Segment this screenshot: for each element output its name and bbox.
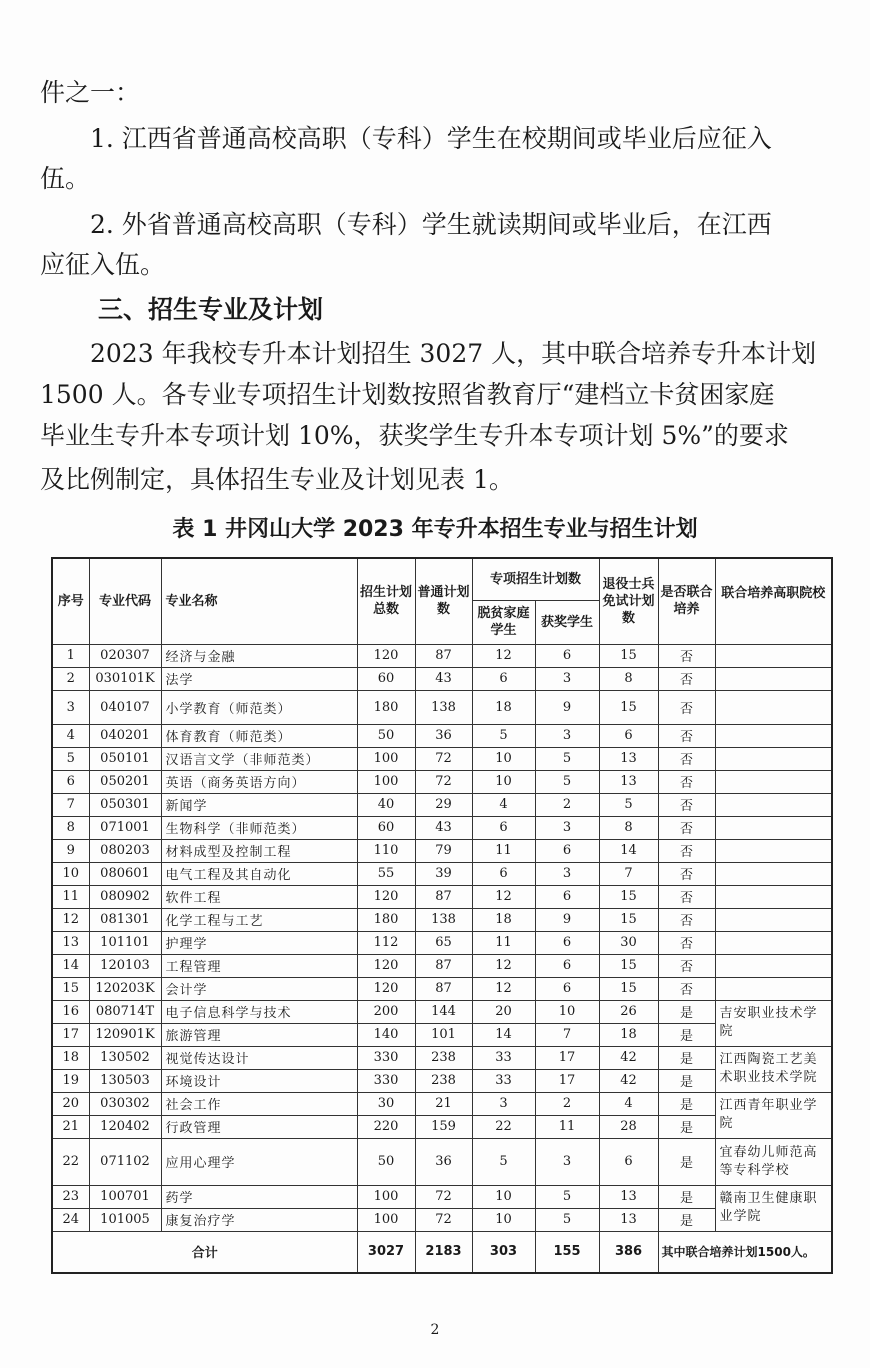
cell-seq: 5: [52, 747, 89, 770]
cell-partner-empty: [715, 747, 832, 770]
cell-total: 100: [357, 747, 415, 770]
cell-code: 030302: [89, 1092, 161, 1115]
total-award: 155: [535, 1231, 599, 1273]
cell-seq: 10: [52, 862, 89, 885]
cell-seq: 6: [52, 770, 89, 793]
cell-seq: 3: [52, 690, 89, 724]
table-row: [52, 1138, 832, 1185]
cell-veteran: 14: [599, 839, 658, 862]
cell-regular: 87: [415, 977, 472, 1000]
cell-seq: 4: [52, 724, 89, 747]
cell-name: 体育教育（师范类）: [161, 724, 357, 747]
cell-poor: 6: [472, 862, 535, 885]
cell-name: 行政管理: [161, 1115, 357, 1138]
body-paragraph-line: 2023 年我校专升本计划招生 3027 人，其中联合培养专升本计划: [40, 339, 817, 368]
cell-total: 60: [357, 667, 415, 690]
cell-poor: 14: [472, 1023, 535, 1046]
cell-joint: 否: [658, 977, 715, 1000]
cell-joint: 否: [658, 862, 715, 885]
cell-code: 071102: [89, 1138, 161, 1185]
cell-regular: 238: [415, 1046, 472, 1069]
cell-poor: 10: [472, 770, 535, 793]
cell-award: 5: [535, 1208, 599, 1231]
cell-award: 6: [535, 644, 599, 667]
cell-veteran: 15: [599, 644, 658, 667]
cell-regular: 87: [415, 954, 472, 977]
cell-joint: 否: [658, 931, 715, 954]
cell-code: 080902: [89, 885, 161, 908]
table-row: [52, 977, 832, 1000]
cell-award: 5: [535, 770, 599, 793]
cell-name: 视觉传达设计: [161, 1046, 357, 1069]
cell-total: 120: [357, 977, 415, 1000]
cell-total: 200: [357, 1000, 415, 1023]
cell-code: 120402: [89, 1115, 161, 1138]
cell-partner-empty: [715, 816, 832, 839]
cell-code: 080203: [89, 839, 161, 862]
cell-partner-empty: [715, 839, 832, 862]
table-row: [52, 1092, 832, 1115]
cell-poor: 11: [472, 839, 535, 862]
cell-total: 100: [357, 770, 415, 793]
total-total: 3027: [357, 1231, 415, 1273]
cell-poor: 22: [472, 1115, 535, 1138]
cell-code: 100701: [89, 1185, 161, 1208]
cell-code: 130502: [89, 1046, 161, 1069]
cell-joint: 否: [658, 839, 715, 862]
cell-code: 081301: [89, 908, 161, 931]
cell-partner-empty: [715, 931, 832, 954]
total-veteran: 386: [599, 1231, 658, 1273]
cell-veteran: 7: [599, 862, 658, 885]
cell-joint: 是: [658, 1115, 715, 1138]
cell-code: 050201: [89, 770, 161, 793]
cell-regular: 87: [415, 644, 472, 667]
cell-total: 50: [357, 724, 415, 747]
cell-regular: 138: [415, 690, 472, 724]
cell-poor: 12: [472, 885, 535, 908]
cell-poor: 4: [472, 793, 535, 816]
cell-veteran: 8: [599, 816, 658, 839]
cell-name: 旅游管理: [161, 1023, 357, 1046]
cell-partner-empty: [715, 885, 832, 908]
cell-code: 050301: [89, 793, 161, 816]
cell-total: 30: [357, 1092, 415, 1115]
cell-seq: 7: [52, 793, 89, 816]
cell-partner-empty: [715, 793, 832, 816]
cell-regular: 36: [415, 724, 472, 747]
cell-regular: 36: [415, 1138, 472, 1185]
cell-award: 6: [535, 885, 599, 908]
table-row: [52, 690, 832, 724]
table-row: [52, 1069, 832, 1092]
header-regular: 普通计划数: [415, 558, 472, 644]
table-row: [52, 1185, 832, 1208]
cell-seq: 11: [52, 885, 89, 908]
cell-code: 080601: [89, 862, 161, 885]
cell-regular: 72: [415, 1185, 472, 1208]
cell-joint: 是: [658, 1092, 715, 1115]
cell-total: 60: [357, 816, 415, 839]
cell-regular: 138: [415, 908, 472, 931]
cell-partner-empty: [715, 667, 832, 690]
cell-joint: 否: [658, 908, 715, 931]
cell-joint: 否: [658, 667, 715, 690]
cell-code: 130503: [89, 1069, 161, 1092]
table-row: [52, 839, 832, 862]
cell-name: 环境设计: [161, 1069, 357, 1092]
cell-veteran: 6: [599, 724, 658, 747]
header-poor: 脱贫家庭学生: [472, 600, 535, 644]
cell-seq: 18: [52, 1046, 89, 1069]
cell-total: 120: [357, 954, 415, 977]
cell-seq: 12: [52, 908, 89, 931]
header-veteran: 退役士兵免试计划数: [599, 558, 658, 644]
table-row: [52, 793, 832, 816]
cell-regular: 72: [415, 747, 472, 770]
cell-award: 6: [535, 839, 599, 862]
cell-partner-empty: [715, 724, 832, 747]
cell-joint: 是: [658, 1000, 715, 1023]
header-code: 专业代码: [89, 558, 161, 644]
cell-veteran: 13: [599, 1208, 658, 1231]
cell-veteran: 28: [599, 1115, 658, 1138]
cell-code: 050101: [89, 747, 161, 770]
table-row: [52, 954, 832, 977]
header-total: 招生计划总数: [357, 558, 415, 644]
cell-award: 10: [535, 1000, 599, 1023]
table-row: [52, 931, 832, 954]
total-regular: 2183: [415, 1231, 472, 1273]
table-row: [52, 1046, 832, 1069]
cell-joint: 否: [658, 690, 715, 724]
paragraph-line: 应征入伍。: [40, 250, 166, 279]
cell-award: 5: [535, 747, 599, 770]
header-seq: 序号: [52, 558, 89, 644]
table-row: [52, 885, 832, 908]
cell-total: 112: [357, 931, 415, 954]
cell-veteran: 26: [599, 1000, 658, 1023]
body-paragraph-line: 1500 人。各专业专项招生计划数按照省教育厅“建档立卡贫困家庭: [40, 380, 775, 409]
cell-total: 330: [357, 1069, 415, 1092]
cell-total: 50: [357, 1138, 415, 1185]
cell-regular: 43: [415, 816, 472, 839]
cell-award: 9: [535, 908, 599, 931]
cell-seq: 19: [52, 1069, 89, 1092]
cell-total: 100: [357, 1208, 415, 1231]
cell-veteran: 15: [599, 954, 658, 977]
body-paragraph-line: 毕业生专升本专项计划 10%，获奖学生专升本专项计划 5%”的要求: [40, 421, 789, 450]
cell-award: 2: [535, 793, 599, 816]
cell-partner: 赣南卫生健康职业学院: [715, 1185, 832, 1231]
cell-partner-empty: [715, 977, 832, 1000]
cell-veteran: 6: [599, 1138, 658, 1185]
cell-seq: 20: [52, 1092, 89, 1115]
cell-code: 120103: [89, 954, 161, 977]
cell-seq: 24: [52, 1208, 89, 1231]
cell-joint: 否: [658, 793, 715, 816]
paragraph-line: 件之一：: [40, 78, 141, 107]
header-award: 获奖学生: [535, 600, 599, 644]
cell-joint: 否: [658, 724, 715, 747]
cell-name: 护理学: [161, 931, 357, 954]
cell-poor: 18: [472, 690, 535, 724]
cell-joint: 是: [658, 1069, 715, 1092]
cell-veteran: 42: [599, 1069, 658, 1092]
cell-poor: 12: [472, 954, 535, 977]
cell-poor: 3: [472, 1092, 535, 1115]
cell-veteran: 42: [599, 1046, 658, 1069]
cell-total: 330: [357, 1046, 415, 1069]
cell-total: 180: [357, 690, 415, 724]
table-row: [52, 908, 832, 931]
cell-name: 电子信息科学与技术: [161, 1000, 357, 1023]
cell-name: 应用心理学: [161, 1138, 357, 1185]
cell-total: 120: [357, 885, 415, 908]
cell-code: 071001: [89, 816, 161, 839]
cell-seq: 16: [52, 1000, 89, 1023]
cell-poor: 5: [472, 1138, 535, 1185]
cell-code: 040107: [89, 690, 161, 724]
paragraph-line: 1. 江西省普通高校高职（专科）学生在校期间或毕业后应征入: [40, 124, 772, 153]
cell-partner-empty: [715, 690, 832, 724]
table-row: [52, 747, 832, 770]
cell-code: 080714T: [89, 1000, 161, 1023]
cell-name: 会计学: [161, 977, 357, 1000]
cell-total: 220: [357, 1115, 415, 1138]
cell-total: 120: [357, 644, 415, 667]
cell-regular: 101: [415, 1023, 472, 1046]
cell-veteran: 4: [599, 1092, 658, 1115]
cell-joint: 是: [658, 1023, 715, 1046]
section-heading: 三、招生专业及计划: [98, 295, 324, 324]
cell-award: 3: [535, 1138, 599, 1185]
cell-award: 6: [535, 931, 599, 954]
cell-poor: 6: [472, 816, 535, 839]
cell-regular: 72: [415, 1208, 472, 1231]
cell-joint: 否: [658, 816, 715, 839]
cell-award: 2: [535, 1092, 599, 1115]
total-poor: 303: [472, 1231, 535, 1273]
cell-veteran: 15: [599, 885, 658, 908]
cell-veteran: 13: [599, 747, 658, 770]
cell-regular: 39: [415, 862, 472, 885]
cell-code: 120203K: [89, 977, 161, 1000]
cell-joint: 否: [658, 770, 715, 793]
total-note: 其中联合培养计划1500人。: [658, 1231, 832, 1273]
cell-poor: 12: [472, 644, 535, 667]
cell-joint: 是: [658, 1185, 715, 1208]
cell-regular: 29: [415, 793, 472, 816]
header-name: 专业名称: [161, 558, 357, 644]
cell-name: 小学教育（师范类）: [161, 690, 357, 724]
cell-partner-empty: [715, 644, 832, 667]
cell-joint: 否: [658, 747, 715, 770]
cell-code: 101101: [89, 931, 161, 954]
cell-joint: 是: [658, 1208, 715, 1231]
total-label: 合计: [52, 1231, 357, 1273]
table-row: [52, 770, 832, 793]
cell-veteran: 13: [599, 770, 658, 793]
total-row: [52, 1231, 832, 1273]
cell-award: 17: [535, 1046, 599, 1069]
table-row: [52, 1023, 832, 1046]
paragraph-line: 2. 外省普通高校高职（专科）学生就读期间或毕业后，在江西: [40, 210, 772, 239]
cell-total: 100: [357, 1185, 415, 1208]
cell-name: 新闻学: [161, 793, 357, 816]
cell-award: 6: [535, 977, 599, 1000]
cell-seq: 14: [52, 954, 89, 977]
cell-poor: 10: [472, 1185, 535, 1208]
table-row: [52, 667, 832, 690]
cell-seq: 13: [52, 931, 89, 954]
cell-name: 生物科学（非师范类）: [161, 816, 357, 839]
cell-regular: 43: [415, 667, 472, 690]
cell-regular: 159: [415, 1115, 472, 1138]
cell-seq: 2: [52, 667, 89, 690]
cell-seq: 21: [52, 1115, 89, 1138]
cell-award: 5: [535, 1185, 599, 1208]
cell-name: 经济与金融: [161, 644, 357, 667]
cell-name: 工程管理: [161, 954, 357, 977]
cell-name: 药学: [161, 1185, 357, 1208]
cell-veteran: 18: [599, 1023, 658, 1046]
cell-poor: 6: [472, 667, 535, 690]
cell-partner: 宜春幼儿师范高等专科学校: [715, 1138, 832, 1185]
cell-regular: 87: [415, 885, 472, 908]
cell-partner: 江西陶瓷工艺美术职业技术学院: [715, 1046, 832, 1092]
table-row: [52, 644, 832, 667]
cell-name: 汉语言文学（非师范类）: [161, 747, 357, 770]
cell-partner: 江西青年职业学院: [715, 1092, 832, 1138]
cell-award: 3: [535, 667, 599, 690]
cell-total: 110: [357, 839, 415, 862]
cell-award: 6: [535, 954, 599, 977]
cell-code: 040201: [89, 724, 161, 747]
table-row: [52, 1208, 832, 1231]
cell-joint: 否: [658, 885, 715, 908]
cell-partner-empty: [715, 770, 832, 793]
cell-award: 3: [535, 816, 599, 839]
cell-code: 020307: [89, 644, 161, 667]
cell-award: 3: [535, 862, 599, 885]
cell-name: 法学: [161, 667, 357, 690]
cell-poor: 33: [472, 1069, 535, 1092]
cell-veteran: 8: [599, 667, 658, 690]
cell-joint: 否: [658, 644, 715, 667]
table-row: [52, 862, 832, 885]
cell-code: 101005: [89, 1208, 161, 1231]
cell-poor: 5: [472, 724, 535, 747]
body-paragraph-line: 及比例制定，具体招生专业及计划见表 1。: [40, 465, 514, 494]
cell-seq: 22: [52, 1138, 89, 1185]
cell-poor: 20: [472, 1000, 535, 1023]
enrollment-plan-table: [51, 557, 833, 1274]
cell-seq: 23: [52, 1185, 89, 1208]
cell-name: 电气工程及其自动化: [161, 862, 357, 885]
cell-seq: 8: [52, 816, 89, 839]
cell-veteran: 15: [599, 690, 658, 724]
cell-award: 7: [535, 1023, 599, 1046]
cell-veteran: 13: [599, 1185, 658, 1208]
page-number: 2: [430, 1322, 440, 1338]
cell-seq: 9: [52, 839, 89, 862]
cell-veteran: 30: [599, 931, 658, 954]
cell-partner-empty: [715, 862, 832, 885]
table-row: [52, 724, 832, 747]
table-row: [52, 1115, 832, 1138]
cell-name: 康复治疗学: [161, 1208, 357, 1231]
cell-total: 55: [357, 862, 415, 885]
cell-joint: 是: [658, 1138, 715, 1185]
cell-veteran: 15: [599, 977, 658, 1000]
cell-poor: 10: [472, 1208, 535, 1231]
cell-total: 140: [357, 1023, 415, 1046]
cell-partner-empty: [715, 908, 832, 931]
cell-poor: 12: [472, 977, 535, 1000]
cell-total: 40: [357, 793, 415, 816]
cell-veteran: 5: [599, 793, 658, 816]
cell-name: 软件工程: [161, 885, 357, 908]
cell-veteran: 15: [599, 908, 658, 931]
cell-award: 9: [535, 690, 599, 724]
header-special-group: 专项招生计划数: [472, 558, 599, 600]
table-caption: 表 1 井冈山大学 2023 年专升本招生专业与招生计划: [172, 517, 698, 542]
cell-joint: 否: [658, 954, 715, 977]
cell-seq: 15: [52, 977, 89, 1000]
cell-code: 120901K: [89, 1023, 161, 1046]
cell-name: 社会工作: [161, 1092, 357, 1115]
cell-poor: 11: [472, 931, 535, 954]
cell-joint: 是: [658, 1046, 715, 1069]
cell-award: 17: [535, 1069, 599, 1092]
cell-name: 材料成型及控制工程: [161, 839, 357, 862]
cell-regular: 65: [415, 931, 472, 954]
cell-poor: 18: [472, 908, 535, 931]
cell-poor: 33: [472, 1046, 535, 1069]
cell-partner: 吉安职业技术学院: [715, 1000, 832, 1046]
cell-award: 11: [535, 1115, 599, 1138]
cell-regular: 72: [415, 770, 472, 793]
cell-poor: 10: [472, 747, 535, 770]
cell-name: 化学工程与工艺: [161, 908, 357, 931]
paragraph-line: 伍。: [40, 164, 91, 193]
cell-regular: 238: [415, 1069, 472, 1092]
cell-code: 030101K: [89, 667, 161, 690]
header-joint: 是否联合培养: [658, 558, 715, 644]
cell-name: 英语（商务英语方向）: [161, 770, 357, 793]
cell-total: 180: [357, 908, 415, 931]
table-row: [52, 1000, 832, 1023]
cell-seq: 1: [52, 644, 89, 667]
cell-award: 3: [535, 724, 599, 747]
header-partner: 联合培养高职院校: [715, 558, 832, 644]
cell-regular: 79: [415, 839, 472, 862]
table-row: [52, 816, 832, 839]
cell-regular: 21: [415, 1092, 472, 1115]
cell-partner-empty: [715, 954, 832, 977]
cell-seq: 17: [52, 1023, 89, 1046]
cell-regular: 144: [415, 1000, 472, 1023]
